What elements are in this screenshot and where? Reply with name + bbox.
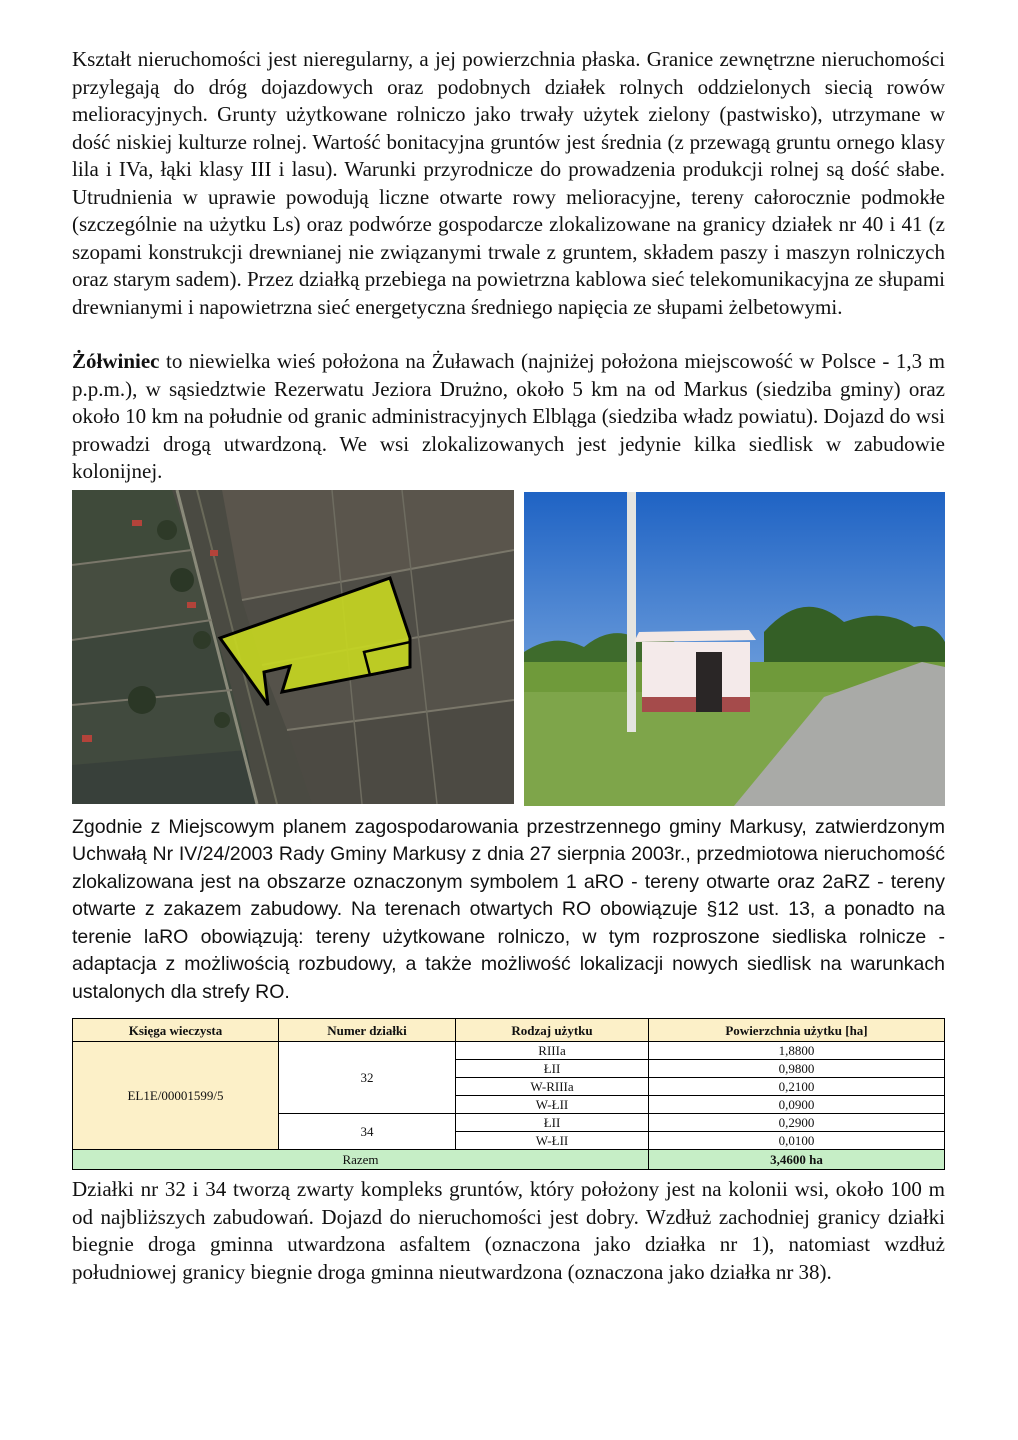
road-transformer-photo [524,492,945,806]
land-use-cell: RIIIa [456,1042,649,1060]
land-register-table [72,1018,945,1170]
paragraph-village-description [72,348,945,486]
area-cell: 0,2100 [649,1078,945,1096]
land-use-cell: W-RIIIa [456,1078,649,1096]
land-register-number: EL1E/00001599/5 [73,1042,279,1150]
land-use-cell: W-ŁII [456,1096,649,1114]
header-land-register: Księga wieczysta [73,1019,279,1042]
document-page [72,46,945,1286]
area-cell: 0,0900 [649,1096,945,1114]
parcel-number: 32 [279,1042,456,1114]
header-area: Powierzchnia użytku [ha] [649,1019,945,1042]
land-use-cell: ŁII [456,1114,649,1132]
table-row [73,1042,945,1060]
area-cell: 0,2900 [649,1114,945,1132]
village-text: to niewielka wieś położona na Żuławach (najniżej położona miejscowość w Polsce - 1,3 m p.p.m.), w sąsiedztwie Rezerwatu Jeziora Drużno, około 5 km na od Markus (siedziba gminy) oraz około 10 km na południe od granic administracyjnych Elbląga (siedziba władz powiatu). Dojazd do wsi prowadzi drogą utwardzoną. We wsi zlokalizowanych jest jedynie kilka siedlisk w zabudowie kolonijnej. [72,349,945,483]
paragraph-zoning-plan: Zgodnie z Miejscowym planem zagospodarowania przestrzennego gminy Markusy, zatwierdzonym Uchwałą Nr IV/24/2003 Rady Gminy Markusy z dnia 27 sierpnia 2003r., przedmiotowa nieruchomość zlokalizowana jest na obszarze oznaczonym symbolem 1 aRO - tereny otwarte oraz 2aRZ - tereny otwarte z zakazem zabudowy. Na terenach otwartych RO obowiązuje §12 ust. 13, a ponadto na terenie laRO obowiązują: tereny użytkowane rolniczo, w tym rozproszone siedliska rolnicze - adaptacja z możliwością rozbudowy, a także możliwość lokalizacji nowych siedlisk na warunkach ustalonych dla strefy RO. [72,815,945,1003]
aerial-map-photo [72,490,514,804]
area-cell: 1,8800 [649,1042,945,1060]
paragraph-access-description: Działki nr 32 i 34 tworzą zwarty kompleks gruntów, który położony jest na kolonii wsi, około 100 m od najbliższych zabudowań. Dojazd do nieruchomości jest dobry. Wzdłuż zachodniej granicy działki biegnie droga gminna utwardzona asfaltem (oznaczona jako działka nr 1), natomiast wzdłuż południowej granicy biegnie droga gminna nieutwardzona (oznaczona jako działka nr 38). [72,1177,945,1284]
table-sum-row [73,1150,945,1170]
table-header-row [73,1019,945,1042]
land-use-cell: W-ŁII [456,1132,649,1150]
land-use-cell: ŁII [456,1060,649,1078]
header-land-use: Rodzaj użytku [456,1019,649,1042]
parcel-number: 34 [279,1114,456,1150]
photos-row [72,490,945,806]
paragraph-property-description: Kształt nieruchomości jest nieregularny, a jej powierzchnia płaska. Granice zewnętrzne nieruchomości przylegają do dróg dojazdowych oraz podobnych działek rolnych oddzielonych siecią rowów melioracyjnych. Grunty użytkowane rolniczo jako trwały użytek zielony (pastwisko), utrzymane w dość niskiej kulturze rolnej. Wartość bonitacyjna gruntów jest średnia (z przewagą gruntu ornego klasy lila i IVa, łąki klasy III i lasu). Warunki przyrodnicze do prowadzenia produkcji rolnej są dość słabe. Utrudnienia w uprawie powodują liczne otwarte rowy melioracyjne, tereny całorocznie podmokłe (szczególnie na użytku Ls) oraz podwórze gospodarcze zlokalizowane na granicy działek nr 40 i 41 (z szopami konstrukcji drewnianej nie związanymi trwale z gruntem, składem paszy i maszyn rolniczych oraz starym sadem). Przez działką przebiega na powietrzna kablowa sieć telekomunikacyjna ze słupami drewnianymi i napowietrzna sieć energetyczna średniego napięcia ze słupami żelbetowymi. [72,47,945,319]
area-cell: 0,0100 [649,1132,945,1150]
sum-label: Razem [73,1150,649,1170]
area-cell: 0,9800 [649,1060,945,1078]
village-name: Żółwiniec [72,349,160,373]
sum-value: 3,4600 ha [649,1150,945,1170]
header-parcel-number: Numer działki [279,1019,456,1042]
